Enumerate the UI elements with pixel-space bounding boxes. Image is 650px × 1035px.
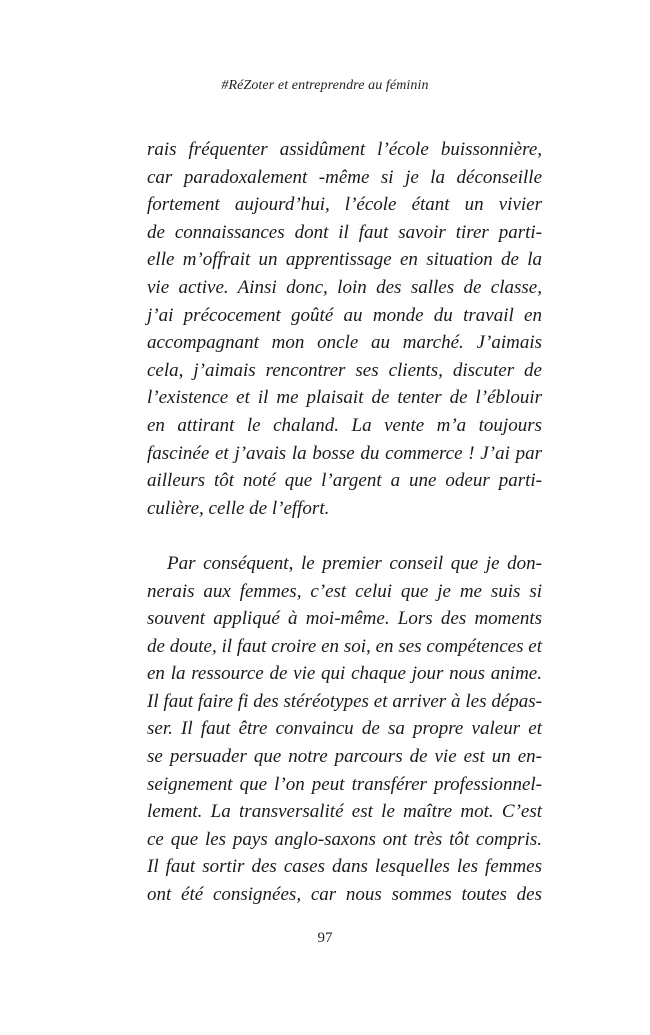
text-line: ailleurs tôt noté que l’argent a une odeur parti- bbox=[147, 470, 542, 492]
text-line: vie active. Ainsi donc, loin des salles de classe, bbox=[147, 276, 542, 298]
text-line: souvent appliqué à moi-même. Lors des moments bbox=[147, 608, 542, 630]
text-line: ce que les pays anglo-saxons ont très tôt compris. bbox=[147, 828, 542, 850]
text-line: ont été consignées, car nous sommes toutes des bbox=[147, 884, 542, 906]
text-line: fortement aujourd’hui, l’école étant un vivier bbox=[147, 194, 542, 216]
text-line: j’ai précocement goûté au monde du travail en bbox=[147, 304, 542, 326]
paragraph bbox=[147, 136, 542, 522]
body-text bbox=[147, 136, 542, 909]
text-line: ser. Il faut être convaincu de sa propre valeur et bbox=[147, 718, 542, 740]
text-line: en la ressource de vie qui chaque jour nous anime. bbox=[147, 663, 542, 685]
text-line: Il faut faire fi des stéréotypes et arriver à les dépas- bbox=[147, 690, 542, 712]
paragraph-gap bbox=[147, 522, 542, 550]
text-line: nerais aux femmes, c’est celui que je me suis si bbox=[147, 580, 542, 602]
text-line: de connaissances dont il faut savoir tirer parti- bbox=[147, 221, 542, 243]
text-line: lement. La transversalité est le maître mot. C’est bbox=[147, 801, 542, 823]
text-line: rais fréquenter assidûment l’école buissonnière, bbox=[147, 139, 542, 160]
text-line: Par conséquent, le premier conseil que je don- bbox=[167, 552, 542, 574]
text-line: en attirant le chaland. La vente m’a toujours bbox=[147, 414, 542, 436]
text-line: elle m’offrait un apprentissage en situation de la bbox=[147, 249, 542, 271]
text-line: se persuader que notre parcours de vie est un en- bbox=[147, 746, 542, 768]
text-line: Il faut sortir des cases dans lesquelles les femmes bbox=[147, 856, 542, 878]
paragraph bbox=[147, 550, 542, 909]
page-number: 97 bbox=[317, 930, 333, 946]
text-line: car paradoxalement -même si je la déconseille bbox=[147, 166, 542, 188]
running-head: #RéZoter et entreprendre au féminin bbox=[221, 78, 429, 93]
text-line: de doute, il faut croire en soi, en ses compétences et bbox=[147, 635, 542, 657]
text-line: seignement que l’on peut transférer professionnel- bbox=[147, 773, 542, 795]
text-line: cela, j’aimais rencontrer ses clients, discuter de bbox=[147, 359, 542, 381]
text-line: culière, celle de l’effort. bbox=[147, 497, 330, 519]
text-line: l’existence et il me plaisait de tenter de l’éblouir bbox=[147, 387, 542, 409]
text-line: accompagnant mon oncle au marché. J’aimais bbox=[147, 332, 542, 354]
text-line: fascinée et j’avais la bosse du commerce ! J’ai par bbox=[147, 442, 542, 464]
